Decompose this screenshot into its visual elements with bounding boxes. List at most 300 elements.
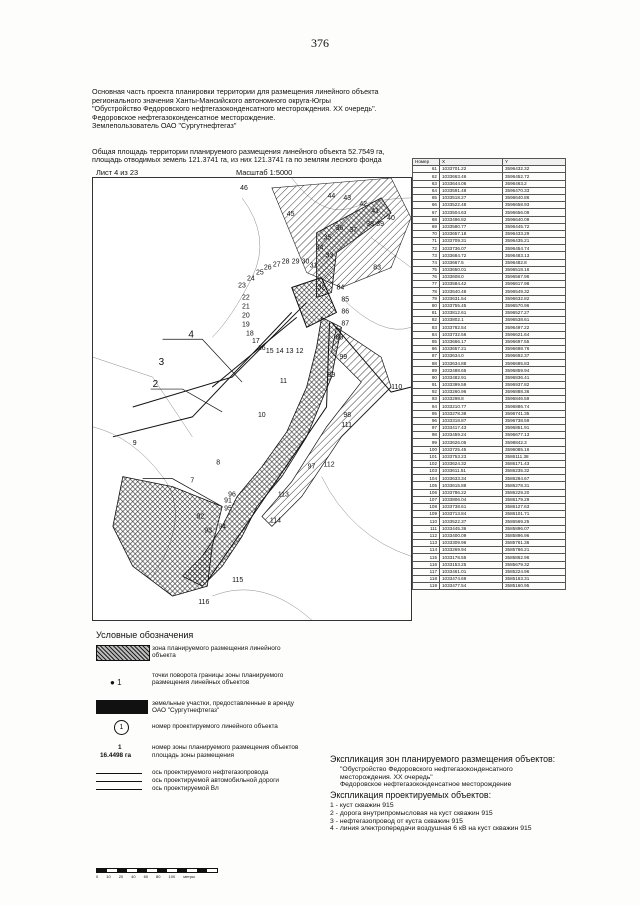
point-label: 24 bbox=[247, 275, 255, 283]
scale-bar bbox=[96, 868, 218, 879]
point-label: 8 bbox=[216, 459, 221, 467]
table-cell-n: 97 bbox=[413, 424, 440, 431]
point-label: 85 bbox=[341, 296, 350, 304]
point-label: 98 bbox=[343, 411, 352, 419]
table-cell-n: 81 bbox=[413, 309, 440, 316]
table-cell-y: 3596538.61 bbox=[503, 317, 566, 324]
table-cell-y: 3596463.2 bbox=[503, 180, 566, 187]
table-cell-y: 3596859.94 bbox=[503, 367, 566, 374]
table-row bbox=[413, 353, 566, 360]
table-cell-n: 79 bbox=[413, 295, 440, 302]
point-label: 32 bbox=[317, 284, 326, 292]
scale-tick: 100 bbox=[168, 874, 176, 879]
point-label: 95 bbox=[224, 505, 232, 513]
table-cell-y: 3596432.32 bbox=[503, 166, 566, 173]
point-label: 14 bbox=[275, 348, 284, 356]
legend-object-number: номер проектируемого линейного объекта bbox=[152, 723, 278, 730]
vl-line-sample bbox=[96, 789, 142, 790]
table-cell-x: 1033522.37 bbox=[440, 518, 503, 525]
table-cell-n: 110 bbox=[413, 518, 440, 525]
point-label: 92 bbox=[196, 513, 205, 521]
table-cell-n: 100 bbox=[413, 446, 440, 453]
table-cell-x: 1033732.56 bbox=[440, 331, 503, 338]
table-body bbox=[413, 166, 566, 590]
point-label: 15 bbox=[265, 348, 274, 356]
table-row bbox=[413, 489, 566, 496]
table-cell-y: 3596888.36 bbox=[503, 389, 566, 396]
table-cell-y: 3596886.74 bbox=[503, 403, 566, 410]
table-row bbox=[413, 381, 566, 388]
table-cell-n: 93 bbox=[413, 396, 440, 403]
table-cell-y: 3596567.96 bbox=[503, 274, 566, 281]
col-header-x: X bbox=[440, 159, 503, 166]
table-row bbox=[413, 374, 566, 381]
table-cell-x: 1033812.61 bbox=[440, 309, 503, 316]
table-row bbox=[413, 230, 566, 237]
point-label: 86 bbox=[341, 308, 350, 316]
table-row bbox=[413, 453, 566, 460]
point-label: 91 bbox=[224, 497, 232, 505]
table-row bbox=[413, 396, 566, 403]
point-label: 93 bbox=[204, 527, 213, 535]
point-label: 37 bbox=[349, 226, 358, 234]
point-label: 46 bbox=[240, 184, 248, 192]
table-cell-n: 118 bbox=[413, 575, 440, 582]
table-row bbox=[413, 561, 566, 568]
table-cell-n: 107 bbox=[413, 496, 440, 503]
zone-number-symbol: 1 bbox=[118, 744, 122, 751]
table-cell-x: 1033611.51 bbox=[440, 468, 503, 475]
document-header bbox=[92, 88, 422, 131]
table-cell-x: 1033504.63 bbox=[440, 209, 503, 216]
table-row bbox=[413, 424, 566, 431]
point-label: 88 bbox=[335, 334, 344, 342]
table-cell-y: 3585896.96 bbox=[503, 532, 566, 539]
table-cell-n: 92 bbox=[413, 389, 440, 396]
object-number-label: 3 bbox=[158, 357, 165, 369]
table-row bbox=[413, 468, 566, 475]
point-label: 21 bbox=[242, 303, 250, 311]
table-row bbox=[413, 432, 566, 439]
table-cell-y: 3596640.09 bbox=[503, 216, 566, 223]
table-cell-n: 89 bbox=[413, 367, 440, 374]
table-cell-y: 3596445.72 bbox=[503, 223, 566, 230]
page-number: 376 bbox=[311, 36, 329, 50]
legend-zone: зона планируемого размещения линейного объекта bbox=[152, 645, 281, 660]
table-cell-x: 1033496.82 bbox=[440, 216, 503, 223]
table-cell-y: 3586229.20 bbox=[503, 489, 566, 496]
table-cell-x: 1033445.36 bbox=[440, 525, 503, 532]
point-label: 110 bbox=[391, 384, 403, 392]
header-line: "Обустройство Федоровского нефтегазоконденсатного месторождения. XX очередь". bbox=[92, 104, 377, 114]
table-cell-x: 1033657.21 bbox=[440, 345, 503, 352]
table-cell-x: 1033153.25 bbox=[440, 561, 503, 568]
table-cell-n: 90 bbox=[413, 374, 440, 381]
table-cell-x: 1033640.48 bbox=[440, 288, 503, 295]
point-label: 19 bbox=[242, 321, 250, 329]
table-cell-y: 3596685.83 bbox=[503, 360, 566, 367]
table-cell-y: 3586569.25 bbox=[503, 518, 566, 525]
table-cell-x: 1033522.48 bbox=[440, 202, 503, 209]
legend-zone-number: номер зоны планируемого размещения объектов bbox=[152, 744, 299, 751]
legend-axis-pipeline: ось проектируемого нефтегазопровода bbox=[152, 769, 269, 776]
table-cell-y: 3585679.32 bbox=[503, 561, 566, 568]
table-cell-x: 1033309.96 bbox=[440, 539, 503, 546]
point-label: 25 bbox=[255, 269, 264, 277]
point-label: 44 bbox=[327, 192, 336, 200]
table-cell-n: 82 bbox=[413, 317, 440, 324]
table-cell-n: 111 bbox=[413, 525, 440, 532]
table-cell-n: 65 bbox=[413, 194, 440, 201]
point-label: 11 bbox=[279, 378, 288, 386]
table-row bbox=[413, 266, 566, 273]
point-label: 115 bbox=[232, 577, 244, 585]
scale-label: Масштаб 1:5000 bbox=[236, 168, 293, 177]
table-row bbox=[413, 166, 566, 173]
table-cell-y: 3596632.82 bbox=[503, 295, 566, 302]
table-row bbox=[413, 403, 566, 410]
table-row bbox=[413, 180, 566, 187]
table-cell-n: 109 bbox=[413, 511, 440, 518]
header-line: регионального значения Ханты-Мансийского автономного округа-Югры bbox=[92, 95, 331, 105]
table-cell-x: 1033701.22 bbox=[440, 166, 503, 173]
table-row bbox=[413, 568, 566, 575]
point-label: 97 bbox=[307, 463, 316, 471]
table-cell-x: 1033753.23 bbox=[440, 453, 503, 460]
point-label: 99 bbox=[339, 354, 348, 362]
point-label: 20 bbox=[242, 312, 250, 320]
table-cell-y: 3596483.13 bbox=[503, 252, 566, 259]
table-cell-n: 117 bbox=[413, 568, 440, 575]
point-label: 35 bbox=[323, 234, 332, 242]
table-row bbox=[413, 554, 566, 561]
table-cell-n: 115 bbox=[413, 554, 440, 561]
table-cell-x: 1033657.18 bbox=[440, 230, 503, 237]
table-row bbox=[413, 439, 566, 446]
table-cell-x: 1033318.87 bbox=[440, 417, 503, 424]
table-cell-x: 1033615.88 bbox=[440, 482, 503, 489]
road-line-sample bbox=[96, 781, 142, 782]
point-label: 39 bbox=[376, 220, 384, 228]
explication-line: "Обустройство Федоровского нефтегазоконденсатного bbox=[340, 765, 513, 773]
table-row bbox=[413, 496, 566, 503]
scale-tick: 40 bbox=[131, 874, 136, 879]
explication-zones-title: Экспликация зон планируемого размещения объектов: bbox=[330, 754, 556, 764]
table-cell-n: 112 bbox=[413, 532, 440, 539]
table-cell-x: 1033482.91 bbox=[440, 374, 503, 381]
corridor-zone bbox=[113, 477, 222, 596]
table-cell-y: 3596698.76 bbox=[503, 345, 566, 352]
table-cell-n: 101 bbox=[413, 453, 440, 460]
explication-item: 4 - линия электропередачи воздушная 6 кВ на куст скважин 915 bbox=[330, 825, 532, 833]
table-cell-n: 83 bbox=[413, 324, 440, 331]
table-cell-x: 1033666.17 bbox=[440, 338, 503, 345]
header-line: Землепользователь ОАО "Сургутнефтегаз" bbox=[92, 121, 237, 131]
table-row bbox=[413, 460, 566, 467]
coordinates-table bbox=[412, 158, 566, 590]
table-cell-y: 3586284.67 bbox=[503, 475, 566, 482]
header-line: Федоровское нефтегазоконденсатное месторождение. bbox=[92, 112, 276, 122]
table-row bbox=[413, 281, 566, 288]
table-row bbox=[413, 518, 566, 525]
point-label: 23 bbox=[238, 282, 246, 290]
explication bbox=[330, 756, 630, 833]
table-cell-y: 3596470.33 bbox=[503, 187, 566, 194]
scale-bar-ticks bbox=[96, 874, 218, 879]
point-label: 36 bbox=[335, 224, 344, 232]
table-cell-x: 1033713.84 bbox=[440, 511, 503, 518]
table-cell-x: 1033298.8 bbox=[440, 396, 503, 403]
header-line: Основная часть проекта планировки территории для размещения линейного объекта bbox=[92, 87, 379, 96]
table-row bbox=[413, 360, 566, 367]
point-label: 84 bbox=[336, 284, 345, 292]
table-cell-y: 3585896.07 bbox=[503, 525, 566, 532]
point-label: 114 bbox=[269, 517, 281, 525]
table-cell-n: 76 bbox=[413, 274, 440, 281]
table-cell-n: 77 bbox=[413, 281, 440, 288]
table-cell-y: 3596846.59 bbox=[503, 396, 566, 403]
legend-turn-point: точки поворота границы зоны планируемого размещения линейных объектов bbox=[152, 672, 284, 687]
table-cell-n: 106 bbox=[413, 489, 440, 496]
table-cell-x: 1033736.07 bbox=[440, 245, 503, 252]
explication-item: 1 - куст скважин 915 bbox=[330, 801, 394, 809]
table-cell-n: 105 bbox=[413, 482, 440, 489]
table-row bbox=[413, 547, 566, 554]
table-cell-y: 3596741.35 bbox=[503, 410, 566, 417]
legend-axis-vl: ось проектируемой Вл bbox=[152, 785, 219, 792]
table-cell-y: 3596497.22 bbox=[503, 324, 566, 331]
table-cell-n: 99 bbox=[413, 439, 440, 446]
table-row bbox=[413, 511, 566, 518]
table-cell-n: 104 bbox=[413, 475, 440, 482]
table-cell-y: 3586101.71 bbox=[503, 511, 566, 518]
table-cell-n: 114 bbox=[413, 547, 440, 554]
table-cell-n: 61 bbox=[413, 166, 440, 173]
table-cell-n: 95 bbox=[413, 410, 440, 417]
table-cell-y: 3585160.95 bbox=[503, 583, 566, 590]
table-cell-y: 3586127.63 bbox=[503, 504, 566, 511]
table-cell-x: 1033725.45 bbox=[440, 446, 503, 453]
table-cell-x: 1033459.24 bbox=[440, 432, 503, 439]
table-cell-x: 1033210.77 bbox=[440, 403, 503, 410]
table-cell-x: 1033650.01 bbox=[440, 266, 503, 273]
table-cell-y: 3596697.55 bbox=[503, 338, 566, 345]
table-cell-n: 69 bbox=[413, 223, 440, 230]
table-row bbox=[413, 338, 566, 345]
table-cell-y: 3596482.8 bbox=[503, 259, 566, 266]
point-label: 10 bbox=[257, 411, 266, 419]
explication-line: месторождения. XX очередь" bbox=[340, 773, 433, 781]
table-cell-x: 1033663.46 bbox=[440, 173, 503, 180]
scale-tick: 0 bbox=[96, 874, 99, 879]
point-label: 42 bbox=[359, 200, 368, 208]
table-row bbox=[413, 223, 566, 230]
table-row bbox=[413, 295, 566, 302]
legend-lease: земельные участки, предоставленные в аренду ОАО "Сургутнефтегаз" bbox=[152, 700, 294, 715]
table-cell-y: 3596518.16 bbox=[503, 266, 566, 273]
table-cell-x: 1033644.06 bbox=[440, 180, 503, 187]
table-cell-n: 91 bbox=[413, 381, 440, 388]
table-cell-n: 80 bbox=[413, 302, 440, 309]
table-cell-y: 3596640.86 bbox=[503, 194, 566, 201]
table-cell-x: 1033477.54 bbox=[440, 583, 503, 590]
table-row bbox=[413, 245, 566, 252]
point-label: 38 bbox=[366, 220, 375, 228]
point-label: 83 bbox=[373, 264, 381, 272]
table-cell-n: 78 bbox=[413, 288, 440, 295]
table-cell-y: 3585761.36 bbox=[503, 539, 566, 546]
legend-zone-area: площадь зоны размещения bbox=[152, 752, 234, 759]
table-cell-n: 66 bbox=[413, 202, 440, 209]
table-cell-y: 3596836.41 bbox=[503, 374, 566, 381]
table-cell-x: 1033417.43 bbox=[440, 424, 503, 431]
area-line: Общая площадь территории планируемого размещения линейного объекта 52.7549 га, bbox=[92, 147, 385, 156]
table-cell-y: 3596738.59 bbox=[503, 417, 566, 424]
planning-map bbox=[92, 177, 412, 621]
point-label: 113 bbox=[277, 491, 289, 499]
table-row bbox=[413, 173, 566, 180]
table-cell-x: 1033755.45 bbox=[440, 302, 503, 309]
table-cell-y: 3598842.3 bbox=[503, 439, 566, 446]
table-cell-n: 88 bbox=[413, 360, 440, 367]
table-row bbox=[413, 202, 566, 209]
table-row bbox=[413, 367, 566, 374]
point-label: 7 bbox=[190, 477, 195, 485]
table-cell-n: 113 bbox=[413, 539, 440, 546]
table-cell-x: 1033782.54 bbox=[440, 324, 503, 331]
table-cell-n: 68 bbox=[413, 216, 440, 223]
lease-swatch bbox=[96, 700, 148, 714]
point-label: 30 bbox=[301, 258, 310, 266]
table-cell-n: 63 bbox=[413, 180, 440, 187]
point-label: 29 bbox=[291, 258, 300, 266]
table-cell-y: 3586278.31 bbox=[503, 482, 566, 489]
object-number-circle: 1 bbox=[114, 720, 129, 735]
table-cell-x: 1033399.59 bbox=[440, 381, 503, 388]
table-row bbox=[413, 309, 566, 316]
area-line: площадь отводимых земель 121.3741 га, из них 121.3741 га по землям лесного фонда bbox=[92, 155, 382, 165]
table-cell-n: 94 bbox=[413, 403, 440, 410]
table-cell-x: 1033584.42 bbox=[440, 281, 503, 288]
scale-tick: 20 bbox=[118, 874, 124, 879]
table-cell-y: 3596435.21 bbox=[503, 238, 566, 245]
point-label: 27 bbox=[272, 261, 281, 269]
table-row bbox=[413, 504, 566, 511]
table-cell-n: 67 bbox=[413, 209, 440, 216]
table-row bbox=[413, 252, 566, 259]
table-cell-x: 1033667.5 bbox=[440, 259, 503, 266]
legend-turn-point-symbol: ● 1 bbox=[110, 678, 122, 687]
area-summary bbox=[92, 148, 412, 165]
table-row bbox=[413, 288, 566, 295]
table-row bbox=[413, 532, 566, 539]
table-cell-n: 108 bbox=[413, 504, 440, 511]
table-row bbox=[413, 324, 566, 331]
table-cell-y: 3586179.29 bbox=[503, 496, 566, 503]
table-cell-x: 1033580.77 bbox=[440, 223, 503, 230]
table-row bbox=[413, 302, 566, 309]
explication-item: 3 - нефтегазопровод от куста скважин 915 bbox=[330, 817, 463, 825]
point-label: 28 bbox=[281, 258, 290, 266]
table-row bbox=[413, 539, 566, 546]
table-cell-x: 1033786.22 bbox=[440, 489, 503, 496]
table-cell-n: 86 bbox=[413, 345, 440, 352]
table-cell-y: 3596433.29 bbox=[503, 230, 566, 237]
table-cell-x: 1033709.31 bbox=[440, 238, 503, 245]
table-cell-y: 3586171.43 bbox=[503, 460, 566, 467]
table-cell-n: 103 bbox=[413, 468, 440, 475]
table-row bbox=[413, 389, 566, 396]
table-row bbox=[413, 446, 566, 453]
table-cell-n: 75 bbox=[413, 266, 440, 273]
point-label: 116 bbox=[198, 599, 210, 607]
scale-tick: 80 bbox=[156, 874, 161, 879]
table-row bbox=[413, 345, 566, 352]
table-row bbox=[413, 194, 566, 201]
table-cell-n: 98 bbox=[413, 432, 440, 439]
point-label: 17 bbox=[251, 338, 260, 346]
point-label: 12 bbox=[295, 348, 304, 356]
table-cell-x: 1033488.65 bbox=[440, 367, 503, 374]
table-cell-x: 1033802.1 bbox=[440, 317, 503, 324]
table-cell-x: 1033269.94 bbox=[440, 547, 503, 554]
table-cell-y: 3585786.21 bbox=[503, 547, 566, 554]
table-row bbox=[413, 575, 566, 582]
point-label: 41 bbox=[371, 207, 379, 215]
col-header-y: Y bbox=[503, 159, 566, 166]
point-label: 34 bbox=[315, 244, 324, 252]
pipeline-line-sample bbox=[96, 773, 142, 774]
table-cell-y: 3596677.13 bbox=[503, 432, 566, 439]
scale-tick: 60 bbox=[143, 874, 149, 879]
table-row bbox=[413, 417, 566, 424]
table-cell-n: 70 bbox=[413, 230, 440, 237]
table-row bbox=[413, 410, 566, 417]
table-cell-n: 72 bbox=[413, 245, 440, 252]
table-cell-y: 3586111.38 bbox=[503, 453, 566, 460]
table-header-row bbox=[413, 159, 566, 166]
table-cell-x: 1033626.05 bbox=[440, 439, 503, 446]
table-cell-y: 3596937.82 bbox=[503, 381, 566, 388]
table-cell-y: 3585224.96 bbox=[503, 568, 566, 575]
table-row bbox=[413, 475, 566, 482]
table-cell-x: 1033633.34 bbox=[440, 475, 503, 482]
point-label: 94 bbox=[218, 523, 226, 531]
table-cell-n: 96 bbox=[413, 417, 440, 424]
point-label: 26 bbox=[263, 264, 272, 272]
table-row bbox=[413, 238, 566, 245]
table-cell-n: 102 bbox=[413, 460, 440, 467]
point-label: 87 bbox=[341, 320, 350, 328]
table-cell-y: 3596692.37 bbox=[503, 353, 566, 360]
object-number-label: 2 bbox=[152, 379, 159, 391]
point-label: 18 bbox=[246, 330, 254, 338]
table-cell-x: 1033634.0 bbox=[440, 353, 503, 360]
point-label: 45 bbox=[286, 210, 295, 218]
point-label: 33 bbox=[325, 252, 334, 260]
table-row bbox=[413, 274, 566, 281]
table-cell-x: 1033260.96 bbox=[440, 389, 503, 396]
table-cell-n: 64 bbox=[413, 187, 440, 194]
table-cell-y: 3596617.98 bbox=[503, 281, 566, 288]
point-label: 96 bbox=[228, 491, 236, 499]
point-label: 43 bbox=[343, 194, 352, 202]
table-cell-n: 62 bbox=[413, 173, 440, 180]
table-cell-x: 1033738.61 bbox=[440, 504, 503, 511]
point-label: 111 bbox=[341, 421, 353, 429]
table-cell-n: 74 bbox=[413, 259, 440, 266]
table-cell-n: 119 bbox=[413, 583, 440, 590]
